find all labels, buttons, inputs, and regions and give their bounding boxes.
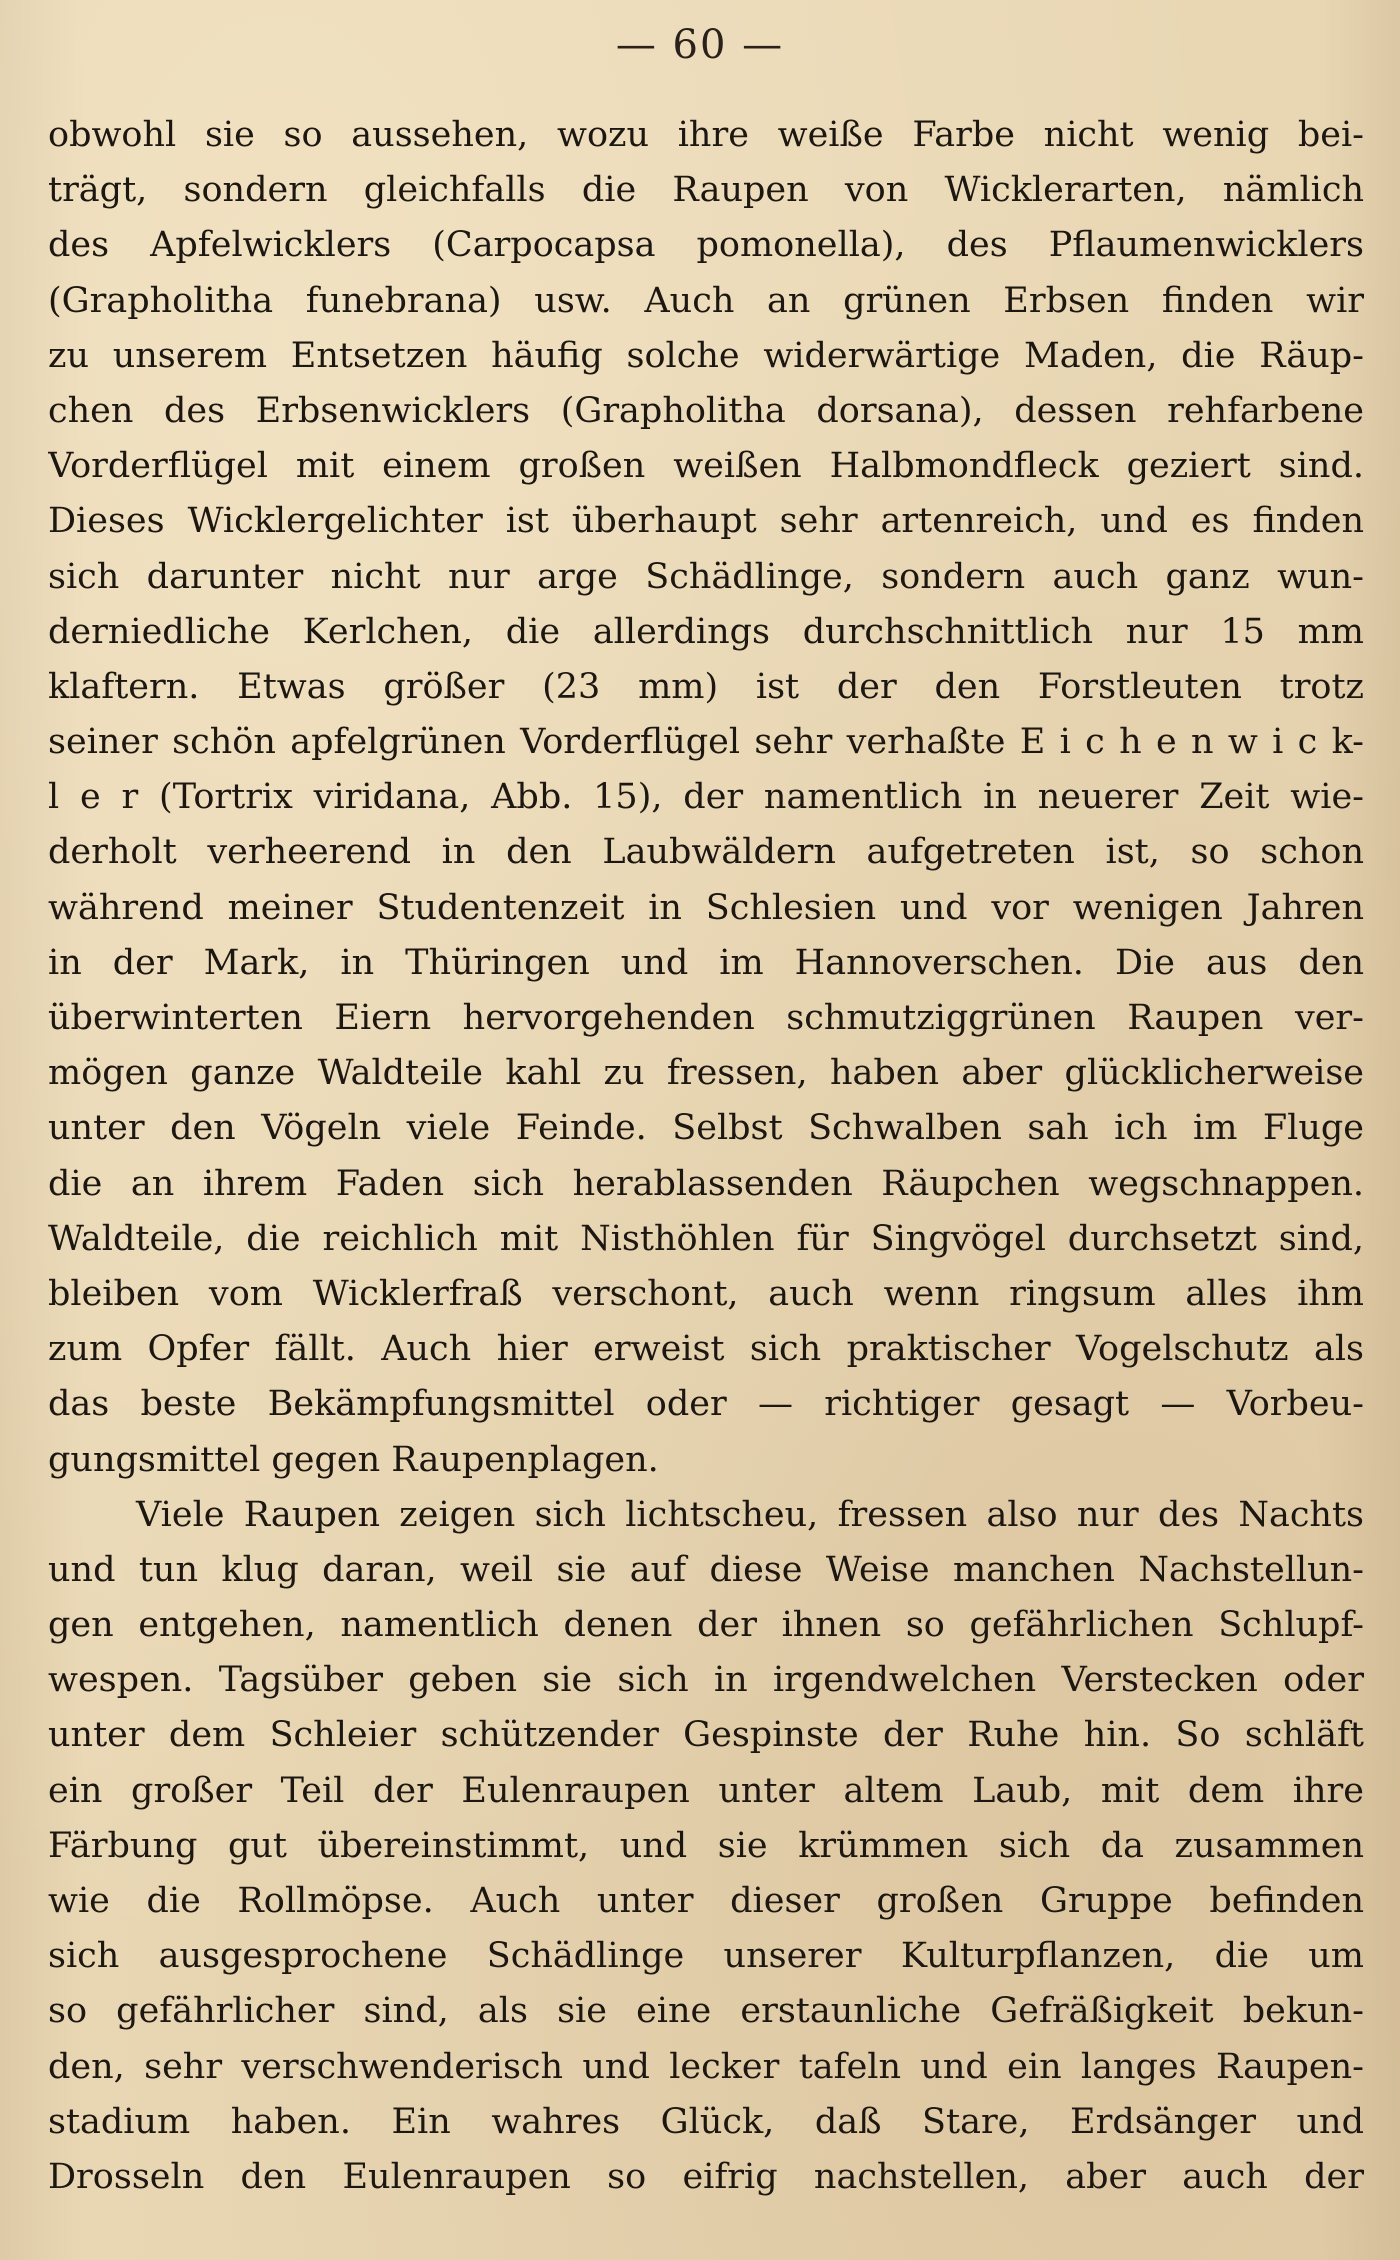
text-line: des Apfelwicklers (Carpocapsa pomonella), des Pflaumenwicklers (48, 225, 1364, 266)
text-line: überwinterten Eiern hervorgehenden schmutziggrünen Raupen ver- (48, 998, 1364, 1038)
text-line: (Grapholitha funebrana) usw. Auch an grünen Erbsen finden wir (48, 280, 1364, 321)
text-line: klaftern. Etwas größer (23 mm) ist der den Forstleuten trotz (48, 666, 1364, 707)
text-line: l e r (Tortrix viridana, Abb. 15), der namentlich in neuerer Zeit wie- (48, 777, 1364, 818)
text-line: obwohl sie so aussehen, wozu ihre weiße Farbe nicht wenig bei- (48, 115, 1364, 155)
text-line: gen entgehen, namentlich denen der ihnen so gefährlichen Schlupf- (48, 1605, 1364, 1646)
text-line: in der Mark, in Thüringen und im Hannoverschen. Die aus den (48, 942, 1364, 983)
text-line: derniedliche Kerlchen, die allerdings durchschnittlich nur 15 mm (48, 611, 1364, 652)
text-line: Waldteile, die reichlich mit Nisthöhlen für Singvögel durchsetzt sind, (48, 1218, 1364, 1259)
page-number: — 60 — (615, 22, 785, 68)
text-line: chen des Erbsenwicklers (Grapholitha dorsana), dessen rehfarbene (48, 390, 1364, 431)
text-line: das beste Bekämpfungsmittel oder — richtiger gesagt — Vorbeu- (48, 1384, 1364, 1425)
paragraph-2 (48, 1488, 1364, 2205)
text-line: zum Opfer fällt. Auch hier erweist sich praktischer Vogelschutz als (48, 1329, 1364, 1370)
text-line: den, sehr verschwenderisch und lecker tafeln und ein langes Raupen- (48, 2046, 1364, 2087)
text-line: mögen ganze Waldteile kahl zu fressen, haben aber glücklicherweise (48, 1053, 1364, 1094)
text-line: stadium haben. Ein wahres Glück, daß Stare, Erdsänger und (48, 2101, 1364, 2142)
text-line: seiner schön apfelgrünen Vorderflügel sehr verhaßte E i c h e n w i c k- (48, 722, 1364, 763)
paragraph-1 (48, 108, 1364, 1488)
text-line: während meiner Studentenzeit in Schlesien und vor wenigen Jahren (48, 887, 1364, 928)
text-line: wie die Rollmöpse. Auch unter dieser großen Gruppe befinden (48, 1881, 1364, 1921)
text-line: und tun klug daran, weil sie auf diese Weise manchen Nachstellun- (48, 1549, 1364, 1590)
text-line: Drosseln den Eulenraupen so eifrig nachstellen, aber auch der (48, 2156, 1364, 2197)
text-line: Färbung gut übereinstimmt, und sie krümmen sich da zusammen (48, 1825, 1364, 1866)
text-line: derholt verheerend in den Laubwäldern aufgetreten ist, so schon (48, 832, 1364, 873)
text-line: so gefährlicher sind, als sie eine erstaunliche Gefräßigkeit bekun- (48, 1991, 1364, 2032)
text-line: gungsmittel gegen Raupenplagen. (48, 1439, 659, 1480)
text-line: Dieses Wicklergelichter ist überhaupt sehr artenreich, und es finden (48, 501, 1364, 542)
text-line: die an ihrem Faden sich herablassenden Räupchen wegschnappen. (48, 1163, 1364, 1204)
text-line: bleiben vom Wicklerfraß verschont, auch wenn ringsum alles ihm (48, 1273, 1364, 1314)
text-line: ein großer Teil der Eulenraupen unter altem Laub, mit dem ihre (48, 1770, 1364, 1811)
text-line: unter den Vögeln viele Feinde. Selbst Schwalben sah ich im Fluge (48, 1108, 1364, 1149)
text-line: sich darunter nicht nur arge Schädlinge, sondern auch ganz wun- (48, 556, 1364, 597)
text-line: trägt, sondern gleichfalls die Raupen von Wicklerarten, nämlich (48, 170, 1364, 211)
body-text (48, 108, 1364, 2205)
text-line: zu unserem Entsetzen häufig solche widerwärtige Maden, die Räup- (48, 335, 1364, 376)
text-line: unter dem Schleier schützender Gespinste der Ruhe hin. So schläft (48, 1715, 1364, 1756)
text-line: sich ausgesprochene Schädlinge unserer Kulturpflanzen, die um (48, 1936, 1364, 1977)
text-line: wespen. Tagsüber geben sie sich in irgendwelchen Verstecken oder (48, 1660, 1364, 1701)
text-line: Vorderflügel mit einem großen weißen Halbmondfleck geziert sind. (48, 446, 1364, 487)
text-line: Viele Raupen zeigen sich lichtscheu, fressen also nur des Nachts (136, 1494, 1364, 1535)
